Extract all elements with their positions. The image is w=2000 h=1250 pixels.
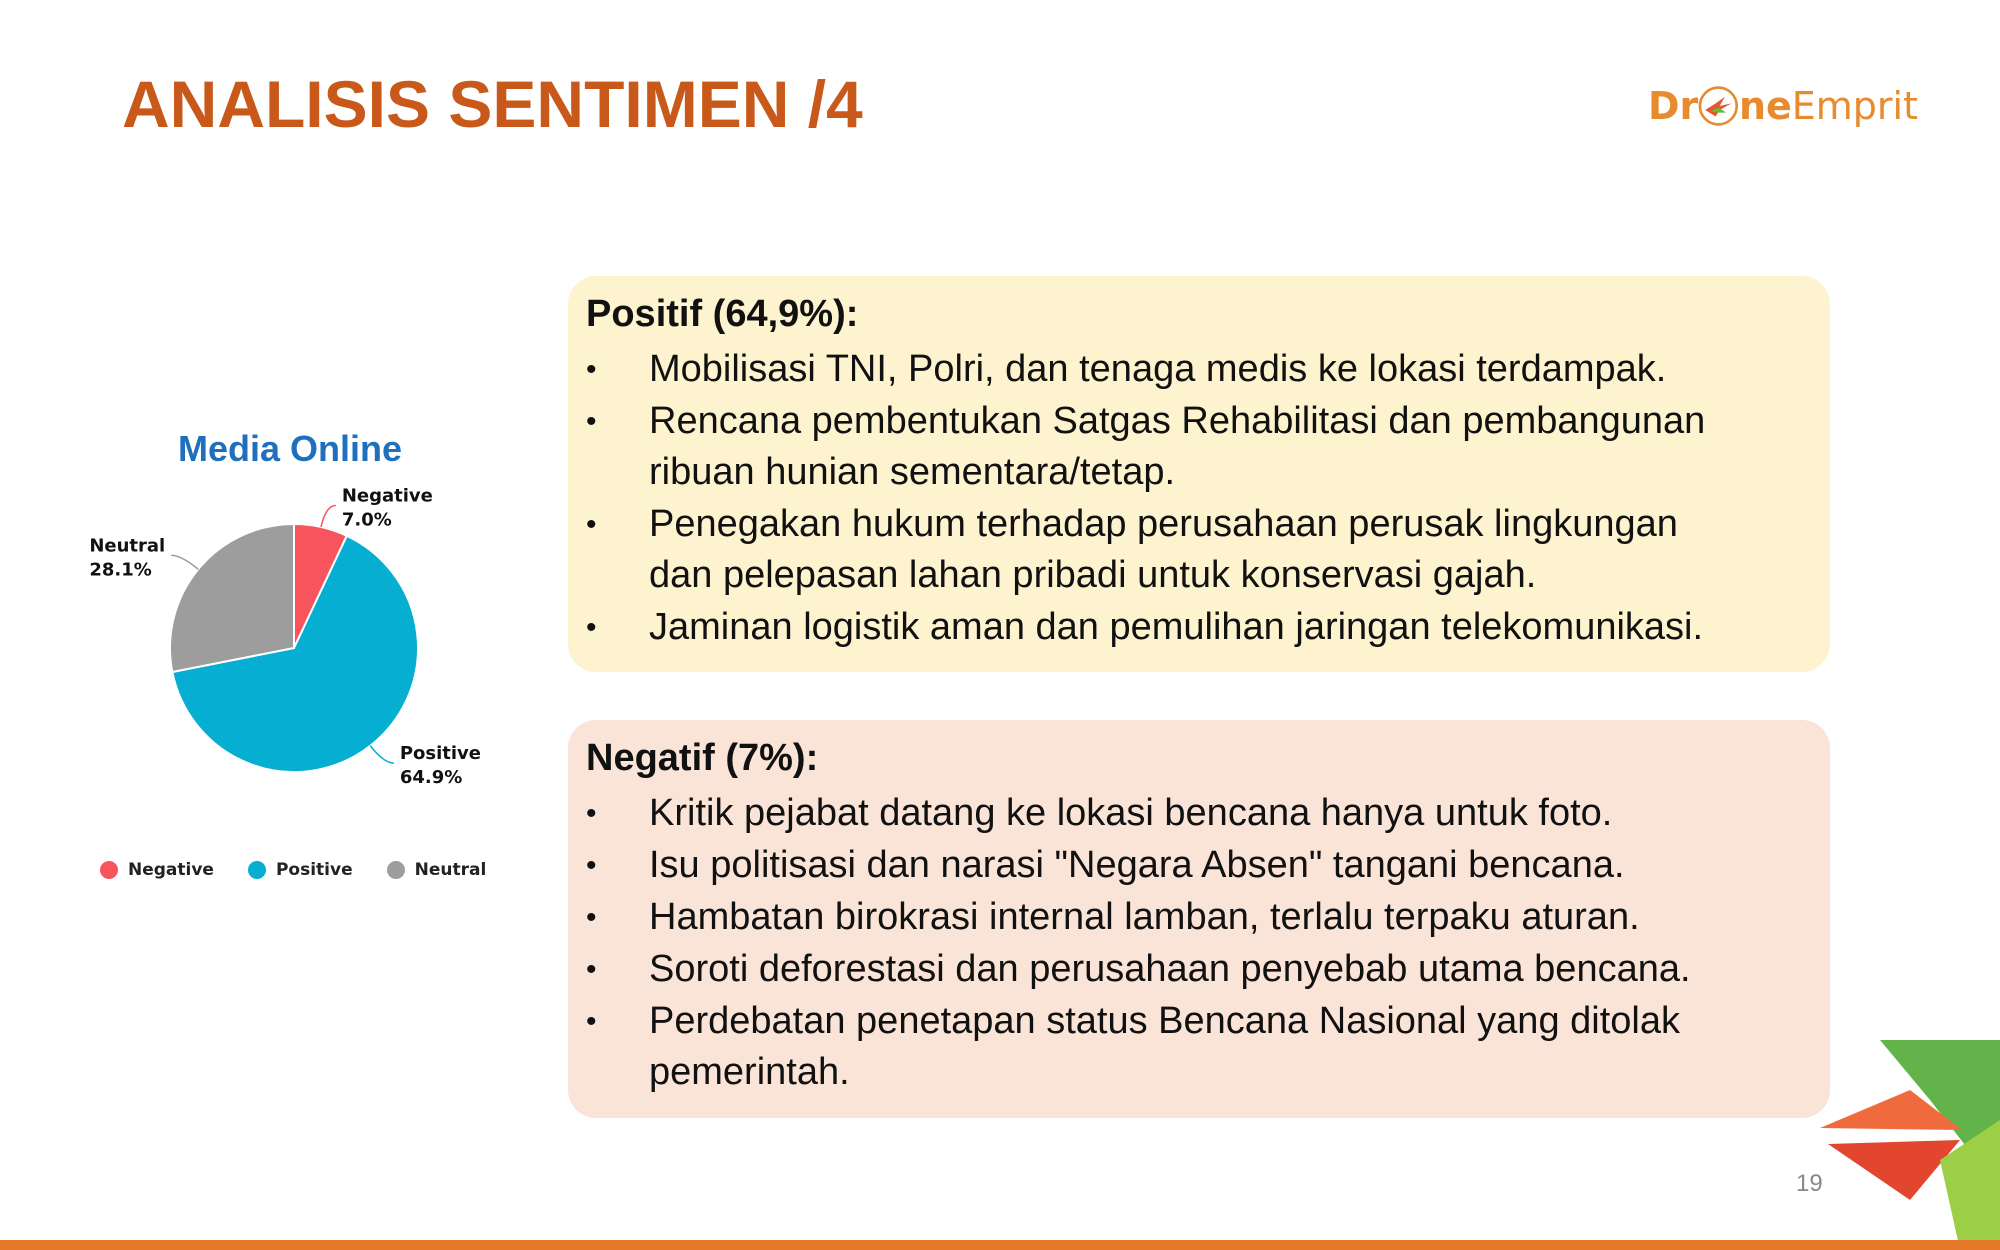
positive-item-text: Penegakan hukum terhadap perusahaan perusak lingkungan: [649, 503, 1678, 545]
negative-item-text: Isu politisasi dan narasi "Negara Absen" tangani bencana.: [649, 844, 1625, 886]
positive-heading: Positif (64,9%):: [586, 293, 859, 335]
leader-line-negative: [321, 506, 336, 527]
page-number: 19: [1796, 1170, 1823, 1197]
negative-list-item: [586, 788, 1812, 839]
negative-list-item: [586, 996, 1812, 1098]
logo-text-part3: Emprit: [1791, 84, 1918, 128]
decorative-corner-shape: [1820, 1040, 2000, 1250]
positive-sentiment-box: [568, 276, 1830, 672]
positive-list: [586, 344, 1812, 653]
legend-swatch: [100, 861, 118, 879]
bullet-icon: •: [586, 611, 597, 644]
logo-text-part2: ne: [1738, 84, 1792, 128]
pie-label-value: 28.1%: [89, 559, 152, 581]
legend-item-positive: [248, 860, 353, 880]
slide-title: ANALISIS SENTIMEN /4: [122, 67, 863, 141]
negative-heading: Negatif (7%):: [586, 737, 819, 779]
positive-list-item: [586, 602, 1812, 653]
leader-line-positive: [370, 746, 394, 763]
pie-slice-neutral: [170, 524, 294, 672]
negative-item-text: Soroti deforestasi dan perusahaan penyebab utama bencana.: [649, 948, 1691, 990]
negative-list-item: [586, 892, 1812, 943]
bullet-icon: •: [586, 353, 597, 386]
positive-list-item: [586, 396, 1812, 498]
legend-item-neutral: [387, 860, 487, 880]
legend-swatch: [248, 861, 266, 879]
bullet-icon: •: [586, 405, 597, 438]
logo-text-part1: Dr: [1648, 84, 1699, 128]
pie-label-name: Neutral: [89, 535, 166, 557]
pie-label-name: Positive: [399, 743, 482, 765]
drone-emprit-logo: [1648, 70, 1918, 142]
bullet-icon: •: [586, 508, 597, 541]
bullet-icon: •: [586, 797, 597, 830]
bullet-icon: •: [586, 1005, 597, 1038]
sentiment-pie-chart: [60, 480, 500, 820]
positive-item-text: Mobilisasi TNI, Polri, dan tenaga medis ke lokasi terdampak.: [649, 348, 1667, 390]
legend-item-negative: [100, 860, 214, 880]
positive-item-text: Rencana pembentukan Satgas Rehabilitasi dan pembangunan: [649, 400, 1706, 442]
negative-item-text: Kritik pejabat datang ke lokasi bencana hanya untuk foto.: [649, 792, 1613, 834]
legend-label: Positive: [275, 860, 353, 880]
negative-item-text: Perdebatan penetapan status Bencana Nasional yang ditolak: [649, 1000, 1680, 1042]
positive-list-item: [586, 499, 1812, 601]
negative-list-item: [586, 840, 1812, 891]
positive-item-text: ribuan hunian sementara/tetap.: [649, 451, 1176, 493]
bullet-icon: •: [586, 953, 597, 986]
pie-label-name: Negative: [341, 485, 433, 507]
drone-bird-icon: [1696, 72, 1741, 140]
positive-item-text: dan pelepasan lahan pribadi untuk konservasi gajah.: [649, 554, 1537, 596]
leader-line-neutral: [171, 555, 198, 569]
bullet-icon: •: [586, 901, 597, 934]
pie-label-value: 64.9%: [399, 767, 463, 789]
pie-label-value: 7.0%: [341, 509, 392, 531]
positive-item-text: Jaminan logistik aman dan pemulihan jaringan telekomunikasi.: [649, 606, 1704, 648]
negative-list: [586, 788, 1812, 1098]
chart-legend: [100, 860, 486, 880]
legend-swatch: [387, 861, 405, 879]
negative-list-item: [586, 944, 1812, 995]
bullet-icon: •: [586, 849, 597, 882]
positive-list-item: [586, 344, 1812, 395]
bottom-accent-bar: [0, 1240, 2000, 1250]
negative-sentiment-box: [568, 720, 1830, 1118]
legend-label: Negative: [128, 860, 214, 880]
negative-item-text: Hambatan birokrasi internal lamban, terlalu terpaku aturan.: [649, 896, 1640, 938]
chart-title: Media Online: [177, 428, 403, 469]
negative-item-text: pemerintah.: [649, 1051, 850, 1093]
legend-label: Neutral: [414, 860, 487, 880]
